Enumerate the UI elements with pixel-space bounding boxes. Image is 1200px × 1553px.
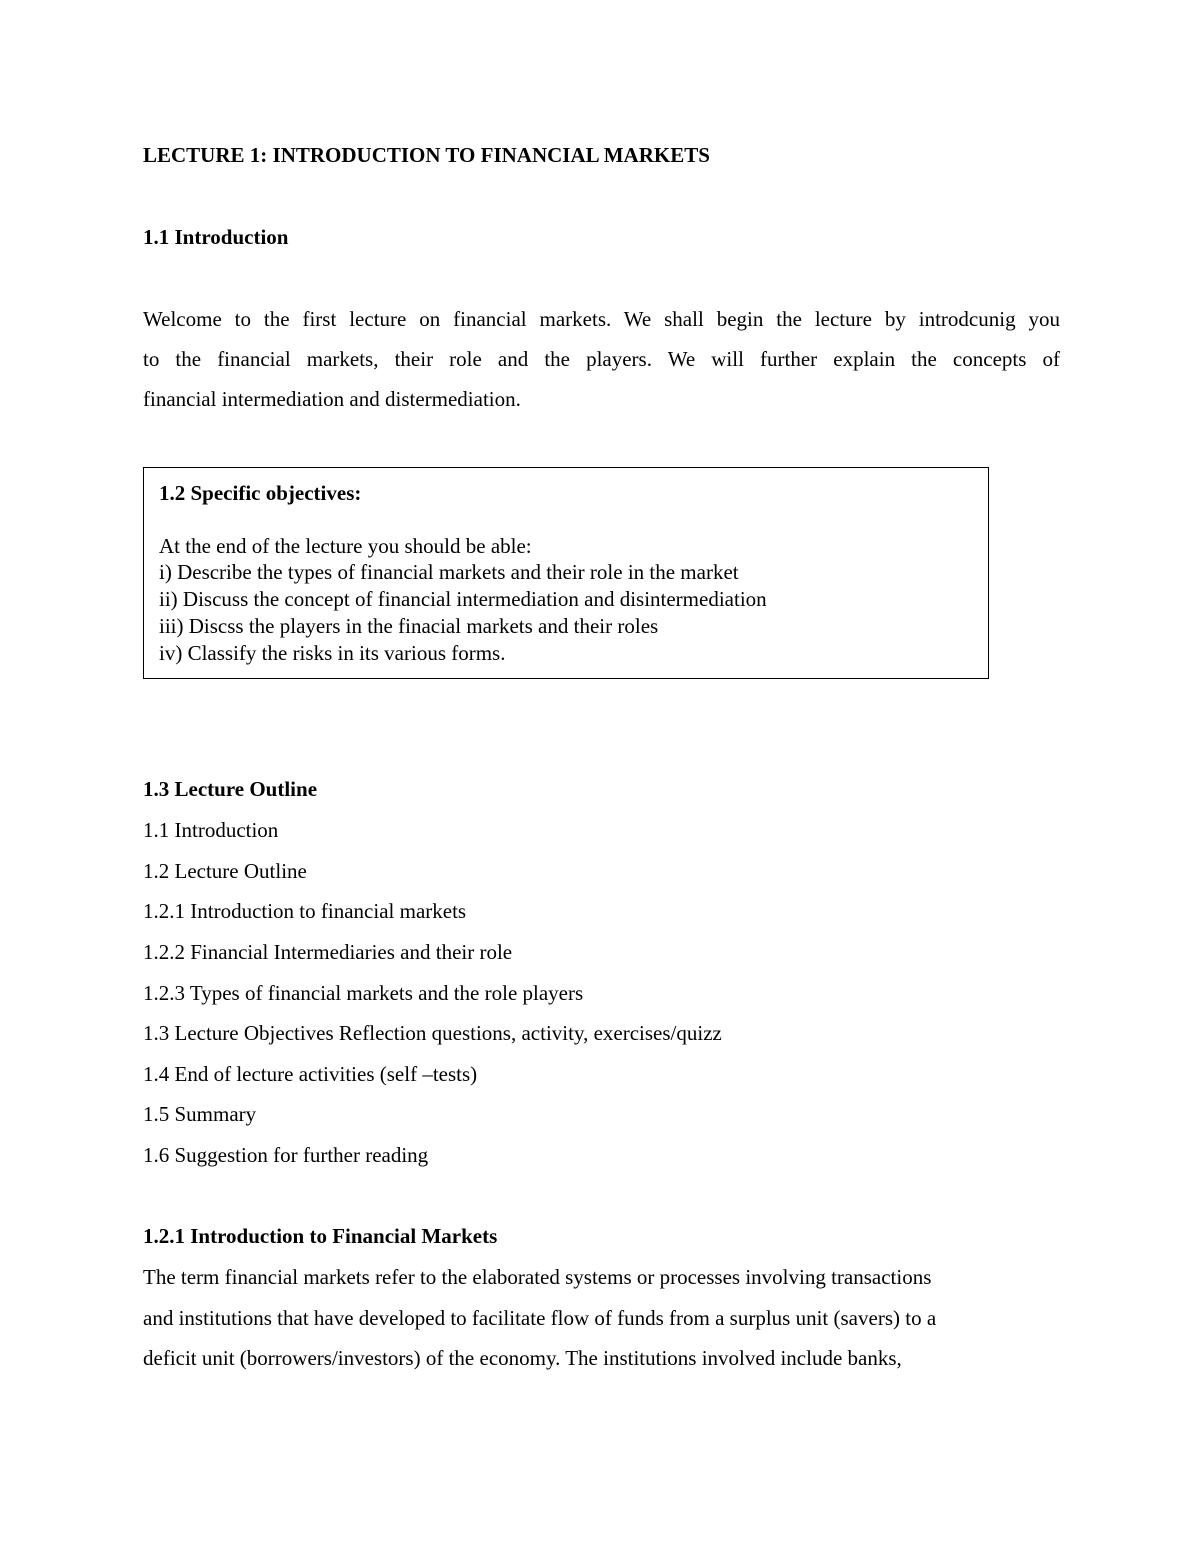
intro-paragraph-line: to the financial markets, their role and the players. We will further explain the concepts of <box>143 347 1060 371</box>
outline-item: 1.3 Lecture Objectives Reflection questions, activity, exercises/quizz <box>143 1021 722 1045</box>
intro-heading: 1.1 Introduction <box>143 225 289 249</box>
intro-paragraph-line: financial intermediation and distermediation. <box>143 387 521 411</box>
outline-item: 1.2.1 Introduction to financial markets <box>143 899 467 923</box>
section-paragraph-line: The term financial markets refer to the elaborated systems or processes involving transactions <box>143 1265 932 1289</box>
outline-item: 1.1 Introduction <box>143 818 279 842</box>
lecture-title: LECTURE 1: INTRODUCTION TO FINANCIAL MARKETS <box>143 143 710 167</box>
section-heading: 1.2.1 Introduction to Financial Markets <box>143 1224 498 1248</box>
outline-heading: 1.3 Lecture Outline <box>143 777 318 801</box>
outline-item: 1.2.2 Financial Intermediaries and their role <box>143 940 513 964</box>
objectives-lead: At the end of the lecture you should be able: <box>159 534 532 558</box>
objectives-box <box>143 467 989 679</box>
objective-item: iv) Classify the risks in its various forms. <box>159 641 506 665</box>
objectives-heading: 1.2 Specific objectives: <box>159 481 362 505</box>
objective-item: i) Describe the types of financial markets and their role in the market <box>159 560 739 584</box>
objective-item: iii) Discss the players in the finacial markets and their roles <box>159 614 659 638</box>
section-paragraph-line: and institutions that have developed to facilitate flow of funds from a surplus unit (savers) to a <box>143 1306 937 1330</box>
section-paragraph-line: deficit unit (borrowers/investors) of the economy. The institutions involved include banks, <box>143 1346 902 1370</box>
objective-item: ii) Discuss the concept of financial intermediation and disintermediation <box>159 587 767 611</box>
outline-item: 1.4 End of lecture activities (self –tests) <box>143 1062 478 1086</box>
outline-item: 1.5 Summary <box>143 1102 257 1126</box>
intro-paragraph-line: Welcome to the first lecture on financial markets. We shall begin the lecture by introdcunig you <box>143 307 1060 331</box>
outline-item: 1.6 Suggestion for further reading <box>143 1143 429 1167</box>
outline-item: 1.2.3 Types of financial markets and the role players <box>143 981 584 1005</box>
outline-item: 1.2 Lecture Outline <box>143 859 307 883</box>
